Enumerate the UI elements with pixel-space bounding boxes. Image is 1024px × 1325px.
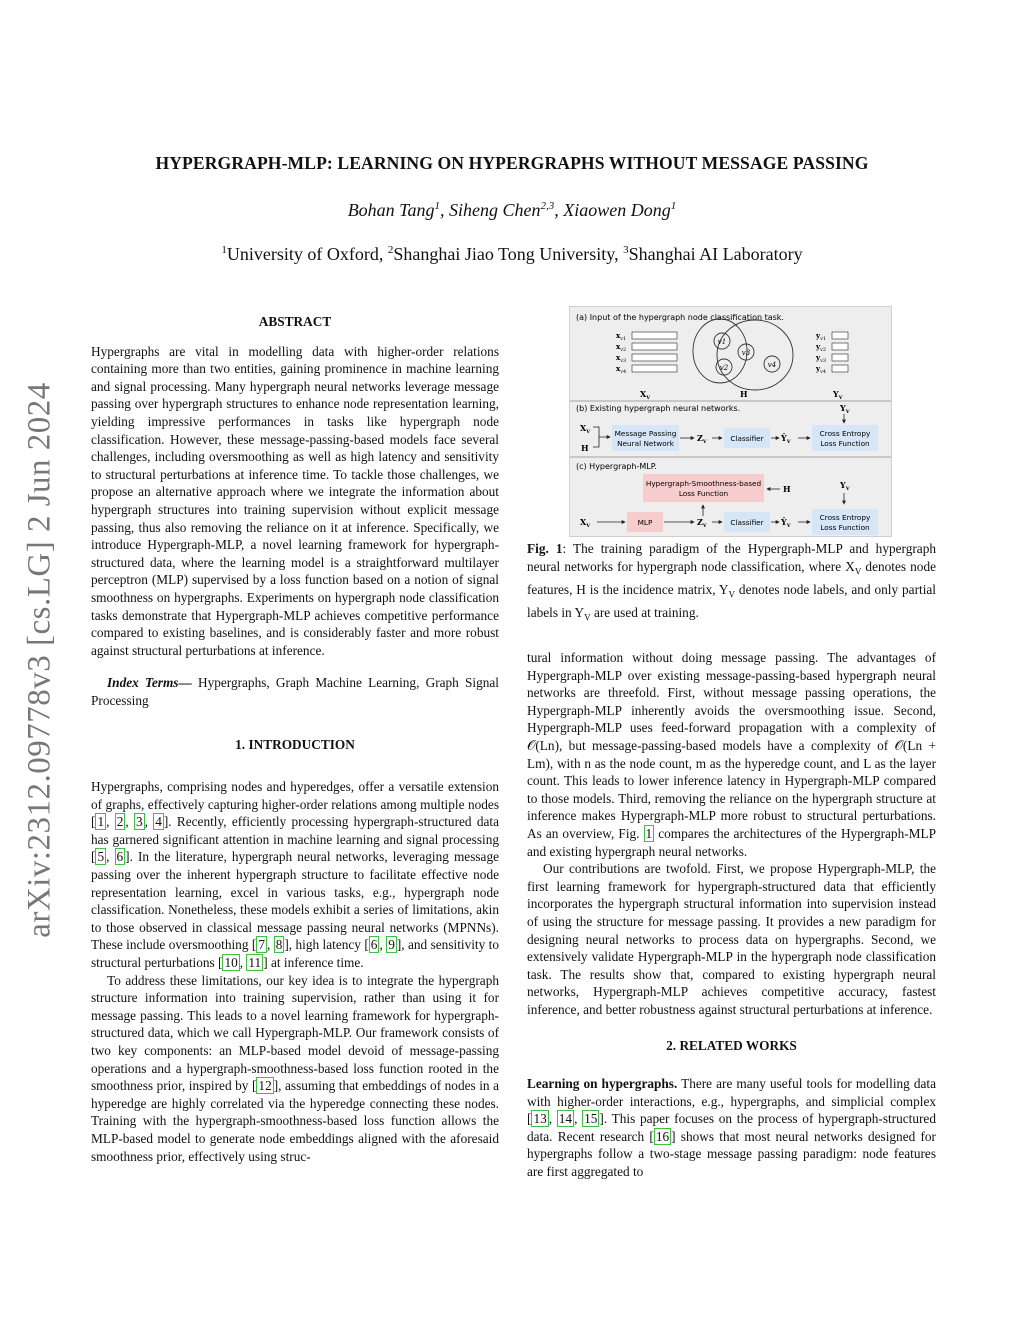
features-label: $X_V$	[640, 389, 651, 401]
feature-matrix	[616, 331, 626, 375]
citation-link[interactable]: 2	[116, 814, 124, 830]
svg-text:yv3: $y_{v3}$	[816, 353, 827, 364]
svg-text:Loss Function: Loss Function	[678, 489, 729, 498]
index-terms: Index Terms— Hypergraphs, Graph Machine Learning, Graph Signal Processing	[91, 675, 499, 708]
citation-link[interactable]: 6	[116, 849, 124, 865]
panel-c-title: (c) Hypergraph-MLP.	[576, 462, 657, 471]
arxiv-id: arXiv:2312.09778v3 [cs.LG] 2 Jun 2024	[21, 382, 58, 938]
labels-b: $Y_V$	[840, 403, 850, 415]
intro-paragraph-2: To address these limitations, our key idea is to integrate the hypergraph structure information into training supervision, rather than using it for message passing. This leads to a novel learning framework for hypergraph-structured data, which we call Hypergraph-MLP. Our framework consists of two key components: an MLP-based model devoid of message-passing operations and a hypergraph-smoothness-based loss function rooted in the smoothness prior, inspired by [ 12 ], assuming that embeddings of nodes in a hyperedge are highly correlated via the hyperedge connecting these nodes. Training with the hypergraph-smoothness-based loss function allows the MLP-based model to generate node embeddings aligned with the aforesaid smoothness prior, effectively using struc-	[91, 972, 500, 1164]
incidence-b: H	[581, 443, 589, 453]
related-works-paragraph: Learning on hypergraphs. There are many useful tools for modelling data with higher-order interactions, e.g., hypergraphs, and simplicial complex [ 13 , 14 , 15 ]. This paper focuses on the process of hypergraph-structured data. Recent research [ 16 ] shows that most neural networks designed for hypergraphs follow a two-stage message passing paradigm: node features are first aggregated to	[527, 1076, 936, 1180]
incidence-c: H	[783, 484, 791, 494]
features-c: $X_V$	[580, 517, 591, 529]
svg-text:Classifier: Classifier	[730, 434, 764, 443]
panel-a-title: (a) Input of the hypergraph node classification task.	[576, 313, 784, 322]
affiliations: $^1$University of Oxford, $^2$Shanghai Jiao Tong University, $^3$Shanghai AI Laboratory	[221, 244, 803, 264]
figure-caption: Fig. 1: The training paradigm of the Hypergraph-MLP and hypergraph neural networks for hypergraph node classification, where $X_V$ denotes node features, H is the incidence matrix, $Y_V$ denotes node labels, and only partial labels in $Y_V$ are used at training.	[527, 541, 936, 623]
label-matrix	[815, 331, 826, 375]
labels-c: $Y_V$	[840, 480, 850, 492]
citation-link[interactable]: 5	[97, 849, 105, 865]
prediction-b: $Ŷ_V$	[781, 433, 791, 445]
node-v2: v2	[719, 364, 729, 372]
citation-link[interactable]: 11	[248, 955, 262, 970]
arxiv-sidebar-stamp	[10, 360, 70, 960]
panel-b-title: (b) Existing hypergraph neural networks.	[576, 404, 741, 413]
left-column	[91, 313, 499, 1165]
svg-text:Hypergraph-Smoothness-based: Hypergraph-Smoothness-based	[645, 479, 762, 488]
embedding-c: $Z_V$	[697, 517, 707, 529]
citation-link[interactable]: 12	[258, 1078, 272, 1094]
citation-link[interactable]: 4	[155, 814, 162, 830]
right-paragraph-1: tural information without doing message passing. The advantages of Hypergraph-MLP over existing message-passing-based hypergraph neural networks are threefold. First, without message passing operations, the Hypergraph-MLP inherently avoids the oversmoothing issue. Second, Hypergraph-MLP uses feed-forward propagation with a complexity of 𝒪(Ln), but message-passing-based models have a complexity of 𝒪(Ln + Lm), with n as the node count, m as the hyperedge count, and L as the layer count. This leads to lower inference latency in Hypergraph-MLP compared to those models. Third, removing the reliance on the hypergraph structure at inference makes Hypergraph-MLP more robust to structural perturbations. As an overview, Fig. 1 compares the architectures of the Hypergraph-MLP and existing hypergraph neural networks.	[527, 650, 936, 859]
svg-text:Neural Network: Neural Network	[617, 439, 674, 448]
labels-label: $Y_V$	[833, 389, 843, 401]
citation-link[interactable]: 7	[258, 937, 265, 953]
intro-heading: 1. INTRODUCTION	[235, 737, 355, 753]
author-list: Bohan Tang$^1$, Siheng Chen$^{2,3}$, Xiaowen Dong$^1$	[347, 200, 677, 220]
svg-text:MLP: MLP	[637, 518, 653, 527]
citation-link[interactable]: 13	[533, 1111, 547, 1127]
citation-link[interactable]: 3	[135, 814, 143, 830]
node-v4: v4	[767, 361, 777, 369]
svg-text:xv1: $x_{v1}$	[616, 331, 627, 342]
citation-link[interactable]: 6	[370, 937, 378, 953]
citation-link[interactable]: 1	[97, 814, 105, 830]
abstract-heading: ABSTRACT	[258, 314, 332, 329]
paper-title: HYPERGRAPH-MLP: LEARNING ON HYPERGRAPHS WITHOUT MESSAGE PASSING	[155, 153, 869, 173]
features-b: $X_V$	[580, 423, 591, 435]
svg-text:xv4: $x_{v4}$	[616, 364, 627, 375]
svg-text:yv4: $y_{v4}$	[816, 364, 827, 375]
citation-link[interactable]: 8	[275, 937, 283, 953]
prediction-c: $Ŷ_V$	[781, 517, 791, 529]
svg-text:Classifier: Classifier	[730, 518, 764, 527]
svg-text:yv1: $y_{v1}$	[816, 331, 827, 342]
svg-text:yv2: $y_{v2}$	[816, 342, 827, 353]
node-v3: v3	[741, 349, 751, 357]
related-works-heading: 2. RELATED WORKS	[666, 1038, 797, 1054]
citation-link[interactable]: 9	[388, 937, 395, 953]
svg-text:Message Passing: Message Passing	[614, 429, 677, 438]
abstract-text: Hypergraphs are vital in modelling data with higher-order relations containing more than two entities, gaining prominence in machine learning and signal processing. Many hypergraph neural networks leverage message passing over hypergraph structures to enhance node representation learning, yielding impressive performances in tasks like hypergraph node classification. However, these message-passing-based models face several challenges, including oversmoothing as well as high latency and sensitivity to structural perturbations at inference time. To tackle those challenges, we propose an alternative approach where we integrate the information about hypergraph structures into training supervision without explicit message passing, thus also removing the reliance on it at inference. Specifically, we introduce Hypergraph-MLP, a novel learning framework for hypergraph-structured data, where the learning model is a straightforward multilayer perceptron (MLP) supervised by a loss function based on a notion of signal smoothness on hypergraphs. Experiments on hypergraph node classification tasks demonstrate that Hypergraph-MLP achieves competitive performance compared to existing baselines, and is considerably faster and more robust against structural perturbations at inference.	[91, 343, 499, 658]
feature-rows	[632, 332, 677, 372]
citation-link[interactable]: 16	[655, 1128, 670, 1144]
citation-link[interactable]: 14	[558, 1111, 573, 1127]
contributions-paragraph: Our contributions are twofold. First, we propose Hypergraph-MLP, the first learning framework for hypergraph-structured data that efficiently incorporates the hypergraph structural information into supervision instead of using the structure for message passing. It provides a new paradigm for designing neural networks to process data on hypergraphs. Second, we extensively validate Hypergraph-MLP in the hypergraph node classification task. The results show that, compared to existing hypergraph neural networks, Hypergraph-MLP achieves competitive accuracy, fastest inference, and better robustness against structural perturbations at inference.	[527, 861, 936, 1017]
svg-text:Loss Function: Loss Function	[820, 523, 870, 532]
svg-text:Loss Function: Loss Function	[820, 439, 870, 448]
svg-text:xv2: $x_{v2}$	[616, 342, 627, 353]
embedding-b: $Z_V$	[697, 433, 707, 445]
figure-1	[569, 306, 892, 537]
citation-link[interactable]: 10	[224, 955, 238, 970]
node-v1: v1	[717, 338, 727, 346]
intro-paragraph-1: Hypergraphs, comprising nodes and hyperedges, offer a versatile extension of graphs, effectively capturing higher-order relations among multiple nodes [ 1 , 2 , 3 , 4 ]. Recently, efficiently processing hypergraph-structured data has garnered significant attention in machine learning and signal processing [ 5 , 6 ]. In the literature, hypergraph neural networks, leveraging message passing over the inherent hypergraph structure to facilitate effective node representation learning, excel in various tasks, e.g., hypergraph node classification. Nonetheless, these models exhibit a series of limitations, akin to those observed in classical message passing neural networks (MPNNs). These include oversmoothing [ 7 , 8 ], high latency [ 6 , 9 ], and sensitivity to structural perturbations [ 10 , 11 ] at inference time.	[91, 779, 500, 970]
label-rows	[832, 332, 848, 372]
svg-text:Cross Entropy: Cross Entropy	[819, 513, 871, 522]
incidence-label: H	[740, 389, 748, 399]
svg-text:xv3: $x_{v3}$	[616, 353, 627, 364]
right-column	[527, 649, 936, 1181]
citation-link[interactable]: 15	[584, 1111, 598, 1127]
figure-link[interactable]: 1	[645, 825, 653, 841]
svg-text:Cross Entropy: Cross Entropy	[819, 429, 871, 438]
